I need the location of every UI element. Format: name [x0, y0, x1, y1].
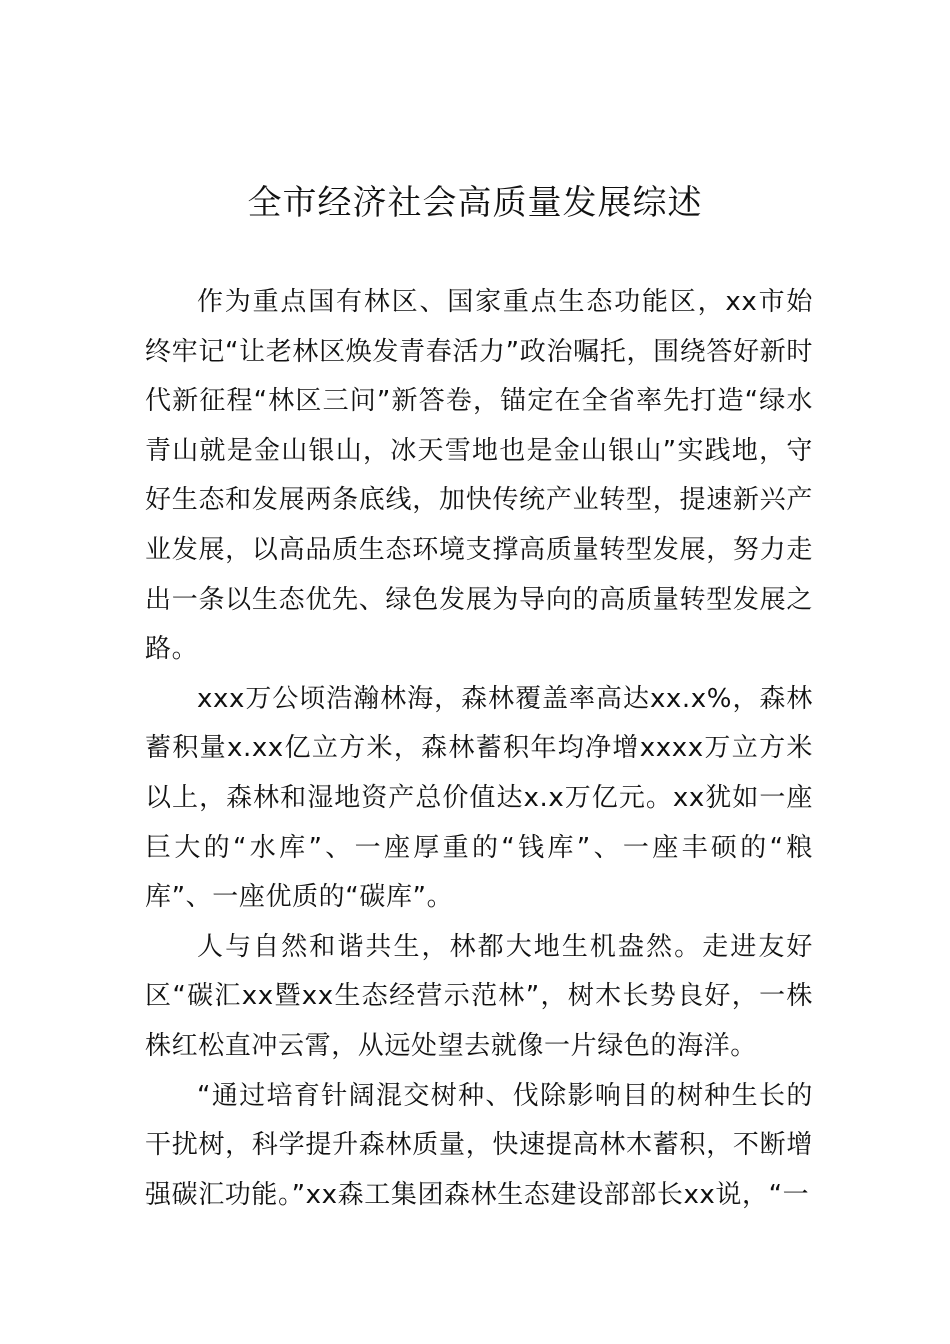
paragraph-2: xxx万公顷浩瀚林海，森林覆盖率高达xx.x%，森林蓄积量x.xx亿立方米，森林蓄积年均净增xxxx万立方米以上，森林和湿地资产总价值达x.x万亿元。xx犹如一座巨大的“水库”、一座厚重的“钱库”、一座丰硕的“粮库”、一座优质的“碳库”。 — [145, 683, 813, 913]
paragraph-1: 作为重点国有林区、国家重点生态功能区，xx市始终牢记“让老林区焕发青春活力”政治嘱托，围绕答好新时代新征程“林区三问”新答卷，锚定在全省率先打造“绿水青山就是金山银山，冰天雪地也是金山银山”实践地，守好生态和发展两条底线，加快传统产业转型，提速新兴产业发展，以高品质生态环境支撑高质量转型发展，努力走出一条以生态优先、绿色发展为导向的高质量转型发展之路。 — [145, 287, 813, 665]
document-title: 全市经济社会高质量发展综述 — [247, 183, 703, 223]
paragraph-3: 人与自然和谐共生，林都大地生机盎然。走进友好区“碳汇xx暨xx生态经营示范林”，树木长势良好，一株株红松直冲云霄，从远处望去就像一片绿色的海洋。 — [145, 931, 813, 1061]
document-body — [145, 278, 813, 1220]
paragraph-4: “通过培育针阔混交树种、伐除影响目的树种生长的干扰树，科学提升森林质量，快速提高林木蓄积，不断增强碳汇功能。”xx森工集团森林生态建设部部长xx说，“一 — [145, 1080, 813, 1210]
